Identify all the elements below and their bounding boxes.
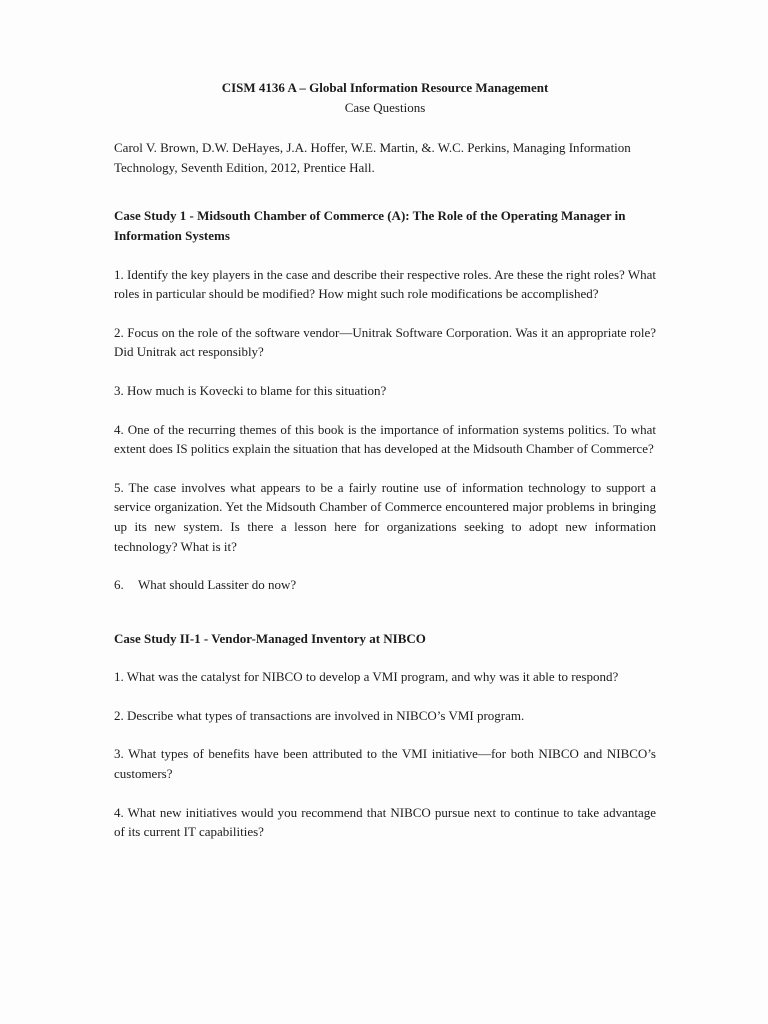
case1-question-5: 5. The case involves what appears to be a fairly routine use of information technology to support a service organization. Yet the Midsouth Chamber of Commerce encountered major problems in bringing up its new system. Is there a lesson here for organizations seeking to adopt new information technology? What is it? xyxy=(114,479,656,554)
case2-question-4: 4. What new initiatives would you recommend that NIBCO pursue next to continue to take advantage of its current IT capabilities? xyxy=(114,804,656,840)
textbook-citation: Carol V. Brown, D.W. DeHayes, J.A. Hoffer, W.E. Martin, &. W.C. Perkins, Managing Information Technology, Seventh Edition, 2012, Prentice Hall. xyxy=(114,140,631,175)
case1-question-1: 1. Identify the key players in the case and describe their respective roles. Are these the right roles? What roles in particular should be modified? How might such role modifications be accomplished? xyxy=(114,266,656,302)
case1-question-6-text: What should Lassiter do now? xyxy=(138,577,297,593)
document-subtitle: Case Questions xyxy=(344,99,426,115)
case2-question-2: 2. Describe what types of transactions are involved in NIBCO’s VMI program. xyxy=(114,707,525,723)
case1-question-6 xyxy=(114,575,656,595)
case2-question-3: 3. What types of benefits have been attributed to the VMI initiative—for both NIBCO and NIBCO’s customers? xyxy=(114,746,656,782)
case1-question-3: 3. How much is Kovecki to blame for this situation? xyxy=(114,382,387,398)
case-study-1-heading: Case Study 1 - Midsouth Chamber of Commerce (A): The Role of the Operating Manager in Information Systems xyxy=(114,208,626,243)
case2-question-1: 1. What was the catalyst for NIBCO to develop a VMI program, and why was it able to respond? xyxy=(114,669,619,685)
case1-question-4: 4. One of the recurring themes of this book is the importance of information systems politics. To what extent does IS politics explain the situation that has developed at the Midsouth Chamber of Commerce? xyxy=(114,421,656,457)
document-title: CISM 4136 A – Global Information Resource Management xyxy=(221,80,549,95)
case-study-2 xyxy=(114,629,656,842)
case1-question-6-number: 6. xyxy=(114,577,124,593)
page-content xyxy=(114,78,656,861)
document-header xyxy=(114,78,656,117)
case-study-2-heading: Case Study II-1 - Vendor-Managed Inventory at NIBCO xyxy=(114,630,426,646)
case1-question-2: 2. Focus on the role of the software vendor—Unitrak Software Corporation. Was it an appropriate role? Did Unitrak act responsibly? xyxy=(114,324,656,360)
case-study-1 xyxy=(114,206,656,594)
